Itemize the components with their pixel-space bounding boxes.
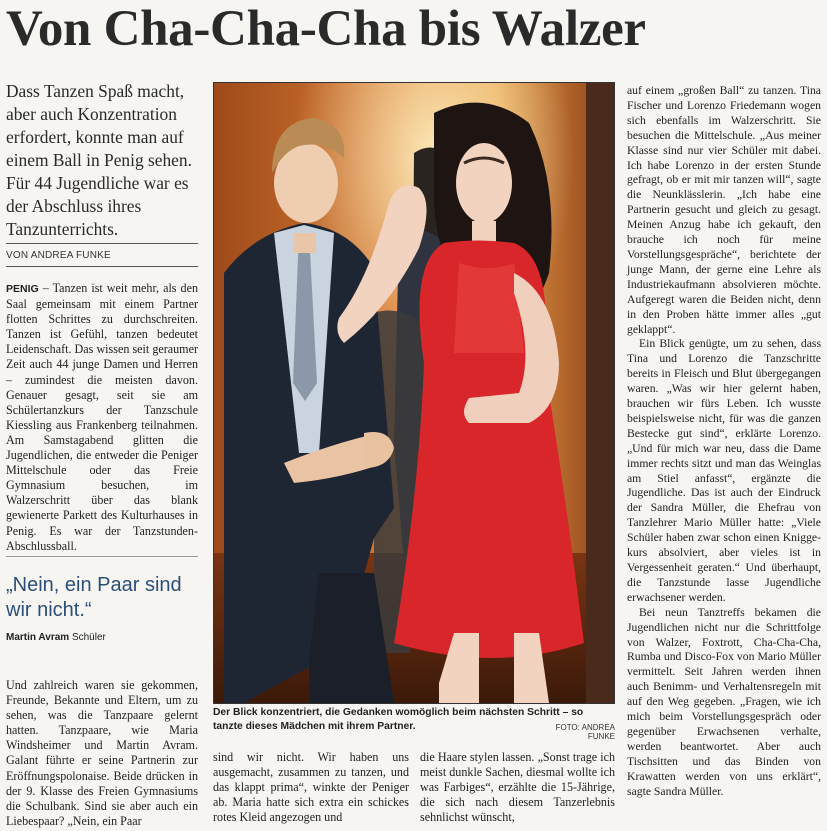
col1-bottom-paragraph: Und zahlreich waren sie gekommen, Freunde, Bekannte und Eltern, um zu sehen, was die Tanzpaare gelernt hatten. Tanzpaare, wie Maria Windsheimer und Martin Avram. Galant führte er seine Partnerin zur Eröffnungspolonaise. Beide drücken in der 9. Klasse des Freien Gymnasiums die Schulbank. Sind sie aber auch ein Liebespaar? „Nein, ein Paar [6,678,198,828]
photo-credit: FOTO: ANDREA FUNKE [555,723,615,741]
dance-photo [213,82,615,704]
quote-source-role: Schüler [71,632,106,643]
col2-bottom-paragraph: sind wir nicht. Wir haben uns ausgemacht, zusammen zu tanzen, und das klappt prima“, winkte der Peniger ab. Maria hatte sich extra ein schickes rotes Kleid angezogen und [213,750,409,825]
column-1-bottom [6,678,198,829]
intro-paragraph [6,281,198,554]
quote-source-name: Martin Avram [6,632,70,643]
col4-paragraph-3: Bei neun Tanztreffs bekamen die Jugendlichen nicht nur die Schrittfolge von Walzer, Foxtrott, Cha-Cha-Cha, Rumba und Disco-Fox von Mario Müller vermittelt. Seit Jahren werden ihnen auch Benimm- und Verhaltensregeln mit auf den Weg gegeben. „Fragen, wie ich mich beim Vorstellungsgespräch oder gegenüber Erwachsenen verhalte, werden beantwortet. Aber auch Tischsitten und das Binden von Krawatten werden von uns erklärt“, sagte Sandra Müller. [627,605,821,798]
dance-photo-illustration [214,83,614,703]
intro-text: – Tanzen ist weit mehr, als den Saal gemeinsam mit einem Partner flotten Schrittes zu durchschreiten. Tanzen ist Gefühl, tanzen bedeutet Leidenschaft. Das wissen seit geraumer Zeit auch 44 junge Damen und Herren – zumindest die meisten davon. Genauer gesagt, seit sie am Schülertanzkurs der Tanzschule Kiessling aus Frankenberg teilnahmen. Am Samstagabend glitten die Jugendlichen, die entweder die Peniger Mittelschule oder das Freie Gymnasium besuchen, im Walzerschritt über das blank gewienerte Parkett des Kulturhauses in Penig. Es war der Tanzstunden-Abschlussball. [6,281,198,553]
pull-quote: „Nein, ein Paar sind wir nicht.“ [6,574,182,621]
pull-quote-source [6,632,200,643]
column-2-bottom [213,750,409,825]
author-rule-top [6,243,198,244]
author-rule-bottom [6,266,198,267]
column-4 [627,84,821,800]
column-3-bottom [420,750,615,825]
col3-bottom-paragraph: die Haare stylen lassen. „Sonst trage ich meist dunkle Sachen, diesmal wollte ich was Farbiges“, erzählte die 15-Jährige, die sich nach diesem Tanzerlebnis sehnlichst wünscht, [420,750,615,825]
lead-paragraph: Dass Tanzen Spaß macht, aber auch Konzentration erfordert, konnte man auf einem Ball in Penig sehen. Für 44 Jugendliche war es der Abschluss ihres Tanzunterrichts. [6,81,192,239]
quote-rule [6,556,198,557]
author-byline: VON ANDREA FUNKE [6,250,111,261]
col4-paragraph-2: Ein Blick genügte, um zu sehen, dass Tina und Lorenzo die Tanzschritte bereits in Fleisch und Blut übergegangen waren. „Was wir hier gelernt haben, brauchen wir fürs Leben. Ich wusste beispielsweise nicht, für was die ganzen Bestecke gut sind“, erklärte Lorenzo. „Und für mich war neu, dass die Dame immer rechts sitzt und man das Weinglas am Stiel anfasst“, ergänzte die Jugendliche. Das ist auch der Eindruck der Sandra Müller, die Ehefrau von Tanzlehrer Mario Müller hatte: „Viele Schüler haben zwar schon einen Knigge-kurs absolviert, aber vieles ist in Vergessenheit geraten.“ Und überhaupt, die Tanzstunde lasse Jugendliche erwachsener werden. [627,337,821,604]
column-1-intro [6,281,198,554]
headline: Von Cha-Cha-Cha bis Walzer [6,1,646,57]
dateline: PENIG [6,283,39,295]
col4-paragraph-1: auf einem „großen Ball“ zu tanzen. Tina Fischer und Lorenzo Friedemann wogen sich ebenfalls im Walzerschritt. Sie besuchen die Mittelschule. „Aus meiner Klasse sind nur vier Schüler mit dabei. Ich habe Lorenzo in der ersten Stunde gefragt, ob er mit mir tanzen will“, sagte die Neunklässlerin. „Ich habe eine Partnerin gesucht und gleich zu gesagt. Meinen Anzug habe ich gekauft, den brauche ich noch für meine Vorstellungsgespräche“, berichtete der junge Mann, der gerne eine Lehre als Industriekaufmann absolvieren möchte. Aufgeregt waren die Beiden nicht, denn in den Proben hätte immer alles „gut geklappt“. [627,84,821,336]
photo-caption: Der Blick konzentriert, die Gedanken womöglich beim nächsten Schritt – so tanzte dieses Mädchen mit ihrem Partner. [213,707,584,732]
